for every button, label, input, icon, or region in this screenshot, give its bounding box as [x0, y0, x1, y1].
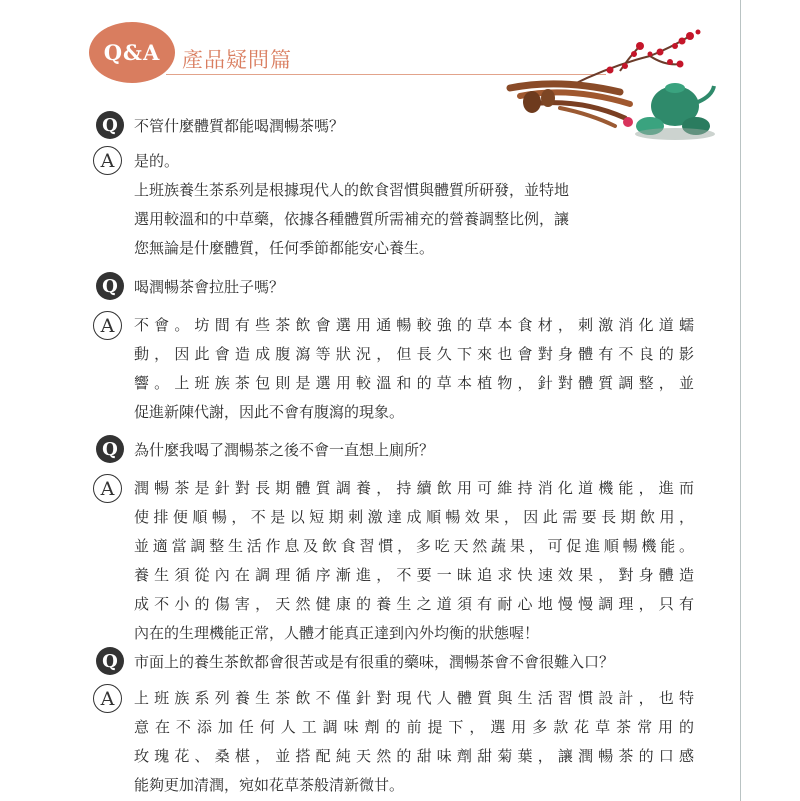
answer-marker: A: [93, 311, 122, 340]
answer-line: 上班族系列養生茶飲不僅針對現代人體質與生活習慣設計，也特: [134, 689, 694, 707]
question-marker: Q: [96, 111, 124, 139]
answer-line: 能夠更加清潤，宛如花草茶般清新微甘。: [134, 776, 405, 794]
herbal-tea-illustration: [500, 26, 730, 146]
answer-marker: A: [93, 684, 122, 713]
section-title: 產品疑問篇: [182, 48, 292, 72]
qa-badge: Q&A: [89, 22, 175, 83]
answer-line: 內在的生理機能正常，人體才能真正達到內外均衡的狀態喔！: [134, 624, 540, 642]
answer-line: 並適當調整生活作息及飲食習慣，多吃天然蔬果，可促進順暢機能。: [134, 537, 694, 555]
answer-line: 上班族養生茶系列是根據現代人的飲食習慣與體質所研發，並特地: [134, 181, 570, 199]
answer-line: 您無論是什麼體質，任何季節都能安心養生。: [134, 239, 435, 257]
answer-text: [134, 147, 569, 263]
answer-line: 動，因此會造成腹瀉等狀況，但長久下來也會對身體有不良的影: [134, 345, 694, 363]
question-text: 為什麼我喝了潤暢茶之後不會一直想上廁所？: [134, 441, 435, 459]
answer-line: 促進新陳代謝，因此不會有腹瀉的現象。: [134, 403, 405, 421]
question-marker: Q: [96, 647, 124, 675]
question-marker: Q: [96, 272, 124, 300]
answer-line: 使排便順暢，不是以短期刺激達成順暢效果，因此需要長期飲用，: [134, 508, 694, 526]
answer-text: [134, 684, 694, 800]
answer-line: 玫瑰花、桑椹，並搭配純天然的甜味劑甜菊葉，讓潤暢茶的口感: [134, 747, 694, 765]
answer-line: 成不小的傷害，天然健康的養生之道須有耐心地慢慢調理，只有: [134, 595, 694, 613]
question-text: 市面上的養生茶飲都會很苦或是有很重的藥味，潤暢茶會不會很難入口？: [134, 653, 615, 671]
question-text: 喝潤暢茶會拉肚子嗎？: [134, 278, 285, 296]
answer-line: 潤暢茶是針對長期體質調養，持續飲用可維持消化道機能，進而: [134, 479, 694, 497]
answer-marker: A: [93, 146, 122, 175]
answer-line: 不會。坊間有些茶飲會選用通暢較強的草本食材，刺激消化道蠕: [134, 316, 694, 334]
answer-text: [134, 474, 694, 648]
answer-line: 意在不添加任何人工調味劑的前提下，選用多款花草茶常用的: [134, 718, 694, 736]
answer-text: [134, 311, 694, 427]
answer-line: 養生須從內在調理循序漸進，不要一昧追求快速效果，對身體造: [134, 566, 694, 584]
answer-line: 是的。: [134, 152, 180, 170]
answer-line: 選用較溫和的中草藥，依據各種體質所需補充的營養調整比例，讓: [134, 210, 570, 228]
right-edge-divider: [740, 0, 741, 801]
question-text: 不管什麼體質都能喝潤暢茶嗎？: [134, 117, 345, 135]
answer-line: 響。上班族茶包則是選用較溫和的草本植物，針對體質調整，並: [134, 374, 694, 392]
question-marker: Q: [96, 435, 124, 463]
answer-marker: A: [93, 474, 122, 503]
